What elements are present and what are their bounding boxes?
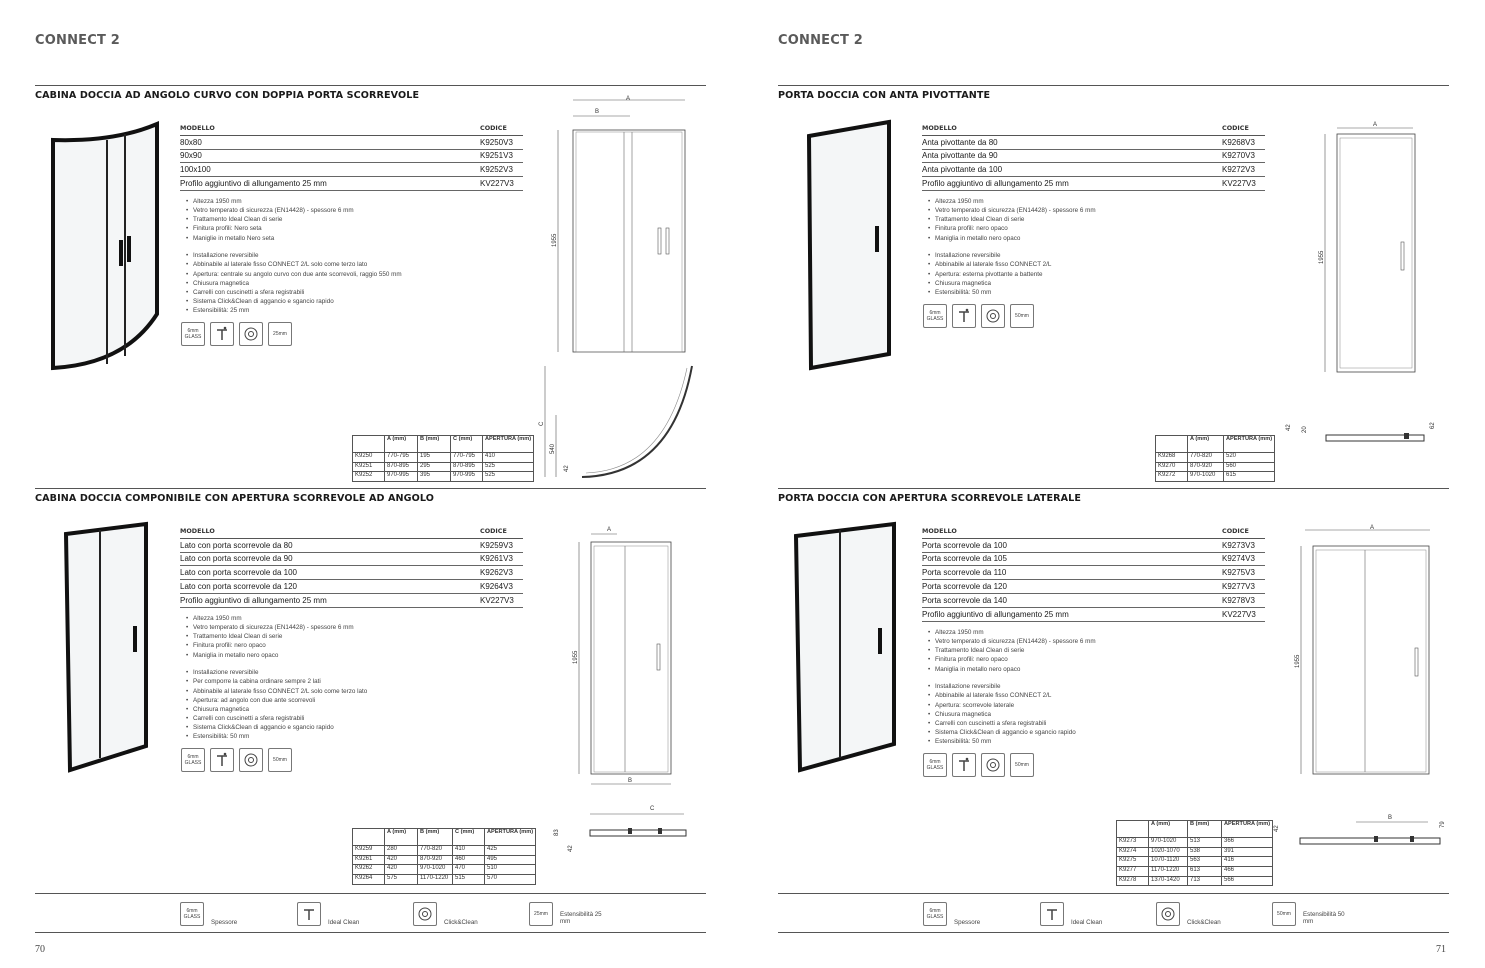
table-row: K9250 770-795 195 770-795 410 [353,453,534,463]
model-code: K9278V3 [1222,595,1255,605]
technical-drawing-front [565,522,675,790]
feature-item: • Finitura profili: Nero seta [193,224,520,233]
feature-item: • Estensibilità: 50 mm [193,732,520,741]
feature-item: • Finitura profili: nero opaco [193,641,520,650]
dim-label-height: 1955 [573,650,579,664]
feature-item: • Carrelli con cuscinetti a sfera registrabili [193,288,520,297]
feature-item: • Per comporre la cabina ordinare sempre 2 lati [193,677,520,686]
feature-list [922,197,1262,297]
col-code: CODICE [1222,124,1249,133]
model-code: K9261V3 [480,554,513,564]
ideal-clean-icon [952,753,976,777]
feature-item: • Finitura profili: nero opaco [935,655,1262,664]
feature-item: • Altezza 1950 mm [193,197,520,206]
model-name: Profilo aggiuntivo di allungamento 25 mm [180,179,327,189]
dim-label-b: B [1388,815,1393,821]
model-name: Porta scorrevole da 140 [922,595,1007,605]
model-name: Profilo aggiuntivo di allungamento 25 mm [180,595,327,605]
feature-item: • Installazione reversibile [193,251,520,260]
extension-icon: 50mm [1272,902,1296,926]
dimension-table: A (mm) APERTURA (mm) K9268 770-820 520 K9270 870-920 560 K9272 970-1020 615 [1155,435,1275,482]
model-name: Profilo aggiuntivo di allungamento 25 mm [922,609,1069,619]
dim-label-42: 42 [564,465,570,472]
col-model: MODELLO [180,124,215,133]
feature-item: • Maniglia in metallo nero opaco [935,665,1262,674]
table-row: K9273 970-1020 513 366 [1117,838,1273,848]
model-name: Profilo aggiuntivo di allungamento 25 mm [922,179,1069,189]
dim-label-20: 20 [1302,426,1308,433]
extension-icon: 50mm [268,748,292,772]
technical-drawing-plan [1270,808,1450,858]
dim-label-height: 1955 [1295,654,1301,668]
model-code: K9259V3 [480,540,513,550]
feature-item: • Abbinabile al laterale fisso CONNECT 2/L solo come terzo lato [193,687,520,696]
dim-label-42: 42 [1274,825,1280,832]
section-title: PORTA DOCCIA CON APERTURA SCORREVOLE LATERALE [778,493,1081,504]
feature-item: • Apertura: esterna pivottante a battente [935,270,1262,279]
model-name: Lato con porta scorrevole da 120 [180,582,297,592]
model-name: Lato con porta scorrevole da 90 [180,554,293,564]
extension-icon: 50mm [1010,304,1034,328]
technical-drawing-front [540,92,690,362]
extension-icon: 25mm [268,322,292,346]
model-code: K9264V3 [480,582,513,592]
technical-drawing-plan [1280,415,1440,455]
feature-item: • Estensibilità: 50 mm [935,288,1262,297]
table-row: K9270 870-920 560 [1156,462,1275,472]
dim-label-62: 62 [1430,422,1436,429]
col-code: CODICE [1222,527,1249,536]
feature-item: • Trattamento Ideal Clean di serie [935,215,1262,224]
feature-item: • Chiusura magnetica [193,279,520,288]
extension-icon: 25mm [529,902,553,926]
dim-label-79: 79 [1440,821,1446,828]
model-name: Porta scorrevole da 105 [922,554,1007,564]
feature-item: • Apertura: ad angolo con due ante scorrevoli [193,696,520,705]
glass-thickness-icon: 6mm GLASS [181,322,205,346]
feature-icons [181,322,292,346]
dim-label-42: 42 [1286,424,1292,431]
feature-item: • Estensibilità: 25 mm [193,306,520,315]
model-code: K9268V3 [1222,137,1255,147]
click-clean-icon [239,322,263,346]
table-row: K9274 1020-1070 538 391 [1117,847,1273,857]
ideal-clean-icon [210,322,234,346]
legend-label: Click&Clean [1187,919,1221,926]
divider [778,488,1449,489]
glass-thickness-icon: 6mm GLASS [180,902,204,926]
table-row: K9272 970-1020 615 [1156,472,1275,482]
divider [778,85,1449,86]
legend-label: Estensibilità 50 mm [1303,911,1345,925]
technical-drawing-plan [532,360,697,485]
dim-label-a: A [1373,122,1378,128]
model-name: Porta scorrevole da 120 [922,582,1007,592]
model-name: 80x80 [180,137,202,147]
model-code: K9274V3 [1222,554,1255,564]
table-row: K9277 1170-1220 613 466 [1117,867,1273,877]
table-row: K9275 1070-1120 563 416 [1117,857,1273,867]
dim-label-height: 1955 [1319,250,1325,264]
model-table [180,122,523,191]
divider [35,85,706,86]
model-name: Lato con porta scorrevole da 80 [180,540,293,550]
click-clean-icon [981,304,1005,328]
table-row: K9268 770-820 520 [1156,453,1275,463]
table-row: K9278 1370-1420 713 566 [1117,876,1273,886]
feature-list [922,628,1262,746]
dim-label-42: 42 [568,845,574,852]
table-row: K9261 420 870-920 460 495 [353,855,536,865]
model-code: KV227V3 [1222,609,1256,619]
dim-label-c: C [539,421,545,426]
feature-item: • Finitura profili: nero opaco [935,224,1262,233]
product-image-sliding-door [792,520,902,776]
feature-item: • Vetro temperato di sicurezza (EN14428) - spessore 6 mm [193,206,520,215]
ideal-clean-icon [952,304,976,328]
click-clean-icon [239,748,263,772]
model-code: K9251V3 [480,151,513,161]
feature-list [180,614,520,742]
model-code: KV227V3 [1222,179,1256,189]
model-code: K9275V3 [1222,568,1255,578]
model-name: Porta scorrevole da 110 [922,568,1007,578]
legend [180,902,650,928]
feature-item: • Maniglie in metallo Nero seta [193,234,520,243]
feature-item: • Altezza 1950 mm [935,197,1262,206]
divider [35,932,706,933]
model-code: K9277V3 [1222,582,1255,592]
feature-item: • Chiusura magnetica [935,279,1262,288]
dim-label-83: 83 [554,829,560,836]
product-image-pivot-door [805,118,895,374]
dim-label-c: C [650,806,655,812]
feature-item: • Abbinabile al laterale fisso CONNECT 2/L [935,260,1262,269]
feature-icons [923,304,1034,328]
divider [35,488,706,489]
extension-icon: 50mm [1010,753,1034,777]
feature-item: • Trattamento Ideal Clean di serie [193,215,520,224]
dim-label-a: A [626,96,631,102]
model-name: 90x90 [180,151,202,161]
model-name: Anta pivottante da 80 [922,137,998,147]
glass-thickness-icon: 6mm GLASS [923,902,947,926]
feature-item: • Chiusura magnetica [193,705,520,714]
feature-item: • Vetro temperato di sicurezza (EN14428) - spessore 6 mm [193,623,520,632]
legend-label: Ideal Clean [328,919,360,926]
feature-item: • Installazione reversibile [193,668,520,677]
table-row: K9262 420 970-1020 470 510 [353,865,536,875]
col-code: CODICE [480,124,507,133]
dim-label-b: B [628,778,633,784]
glass-thickness-icon: 6mm GLASS [923,304,947,328]
feature-item: • Sistema Click&Clean di aggancio e sgancio rapido [935,728,1262,737]
feature-item: • Sistema Click&Clean di aggancio e sgancio rapido [193,723,520,732]
feature-item: • Altezza 1950 mm [935,628,1262,637]
feature-item: • Abbinabile al laterale fisso CONNECT 2/L solo come terzo lato [193,260,520,269]
table-row: K9264 575 1170-1220 515 570 [353,875,536,885]
glass-thickness-icon: 6mm GLASS [181,748,205,772]
ideal-clean-icon [1040,902,1064,926]
page-number: 70 [35,944,45,955]
feature-icons [181,748,292,772]
ideal-clean-icon [297,902,321,926]
technical-drawing-front [1305,118,1420,378]
model-code: K9252V3 [480,165,513,175]
click-clean-icon [413,902,437,926]
brand-title: CONNECT 2 [778,33,864,48]
model-code: K9250V3 [480,137,513,147]
section-title: PORTA DOCCIA CON ANTA PIVOTTANTE [778,90,991,101]
brand-title: CONNECT 2 [35,33,121,48]
feature-item: • Carrelli con cuscinetti a sfera registrabili [193,714,520,723]
col-code: CODICE [480,527,507,536]
model-name: 100x100 [180,165,211,175]
table-row: K9251 870-895 295 870-895 525 [353,462,534,472]
model-code: KV227V3 [480,595,514,605]
feature-item: • Trattamento Ideal Clean di serie [193,632,520,641]
model-name: Porta scorrevole da 100 [922,540,1007,550]
dim-label-a: A [607,527,612,533]
feature-item: • Vetro temperato di sicurezza (EN14428) - spessore 6 mm [935,206,1262,215]
dimension-table: A (mm) B (mm) APERTURA (mm) K9273 970-1020 513 366 K9274 1020-1070 538 391 K9275 1070-1120 563 416 K9277 1170-1220 613 466 K9278 1370-1420 713 566 [1116,820,1273,886]
model-code: K9272V3 [1222,165,1255,175]
feature-item: • Trattamento Ideal Clean di serie [935,646,1262,655]
feature-item: • Maniglia in metallo nero opaco [935,234,1262,243]
model-code: K9273V3 [1222,540,1255,550]
legend-label: Spessore [954,919,981,926]
divider [35,893,706,894]
divider [778,932,1449,933]
feature-item: • Installazione reversibile [935,682,1262,691]
page-number: 71 [1436,944,1446,955]
product-image-curved-enclosure [45,118,163,374]
feature-item: • Altezza 1950 mm [193,614,520,623]
dimension-table: A (mm) B (mm) C (mm) APERTURA (mm) K9250 770-795 195 770-795 410 K9251 870-895 295 870-895 525 K9252 970-995 395 970-995 525 [352,435,534,482]
feature-item: • Vetro temperato di sicurezza (EN14428) - spessore 6 mm [935,637,1262,646]
legend-label: Estensibilità 25 mm [560,911,602,925]
table-row: K9252 970-995 395 970-995 525 [353,472,534,482]
model-code: K9270V3 [1222,151,1255,161]
feature-item: • Carrelli con cuscinetti a sfera registrabili [935,719,1262,728]
section-title: CABINA DOCCIA COMPONIBILE CON APERTURA SCORREVOLE AD ANGOLO [35,493,435,504]
col-model: MODELLO [922,527,957,536]
feature-item: • Maniglia in metallo nero opaco [193,651,520,660]
col-model: MODELLO [180,527,215,536]
feature-item: • Apertura: centrale su angolo curvo con due ante scorrevoli, raggio 550 mm [193,270,520,279]
dimension-table: A (mm) B (mm) C (mm) APERTURA (mm) K9259 280 770-820 410 425 K9261 420 870-920 460 495 K9262 420 970-1020 470 510 K9264 575 1170-1220 515 570 [352,828,536,885]
dim-label-a: A [1370,525,1375,531]
legend-label: Spessore [211,919,238,926]
ideal-clean-icon [210,748,234,772]
model-code: KV227V3 [480,179,514,189]
feature-item: • Estensibilità: 50 mm [935,737,1262,746]
divider [778,893,1449,894]
model-name: Anta pivottante da 90 [922,151,998,161]
technical-drawing-plan [550,800,690,860]
model-code: K9262V3 [480,568,513,578]
product-image-corner-enclosure [62,520,152,776]
feature-list [180,197,520,315]
click-clean-icon [1156,902,1180,926]
feature-icons [923,753,1034,777]
feature-item: • Sistema Click&Clean di aggancio e sgancio rapido [193,297,520,306]
model-table [922,122,1265,191]
dim-label-b: B [595,109,600,115]
glass-thickness-icon: 6mm GLASS [923,753,947,777]
table-row: K9259 280 770-820 410 425 [353,846,536,856]
feature-item: • Installazione reversibile [935,251,1262,260]
feature-item: • Apertura: scorrevole laterale [935,701,1262,710]
technical-drawing-front [1285,520,1435,780]
legend-label: Ideal Clean [1071,919,1103,926]
model-name: Lato con porta scorrevole da 100 [180,568,297,578]
feature-item: • Abbinabile al laterale fisso CONNECT 2/L [935,691,1262,700]
click-clean-icon [981,753,1005,777]
legend-label: Click&Clean [444,919,478,926]
legend [923,902,1393,928]
model-table [180,525,523,608]
dim-label-540: 540 [550,443,556,454]
feature-item: • Chiusura magnetica [935,710,1262,719]
model-table [922,525,1265,622]
dim-label-height: 1955 [552,233,558,247]
col-model: MODELLO [922,124,957,133]
section-title: CABINA DOCCIA AD ANGOLO CURVO CON DOPPIA PORTA SCORREVOLE [35,90,420,101]
model-name: Anta pivottante da 100 [922,165,1003,175]
